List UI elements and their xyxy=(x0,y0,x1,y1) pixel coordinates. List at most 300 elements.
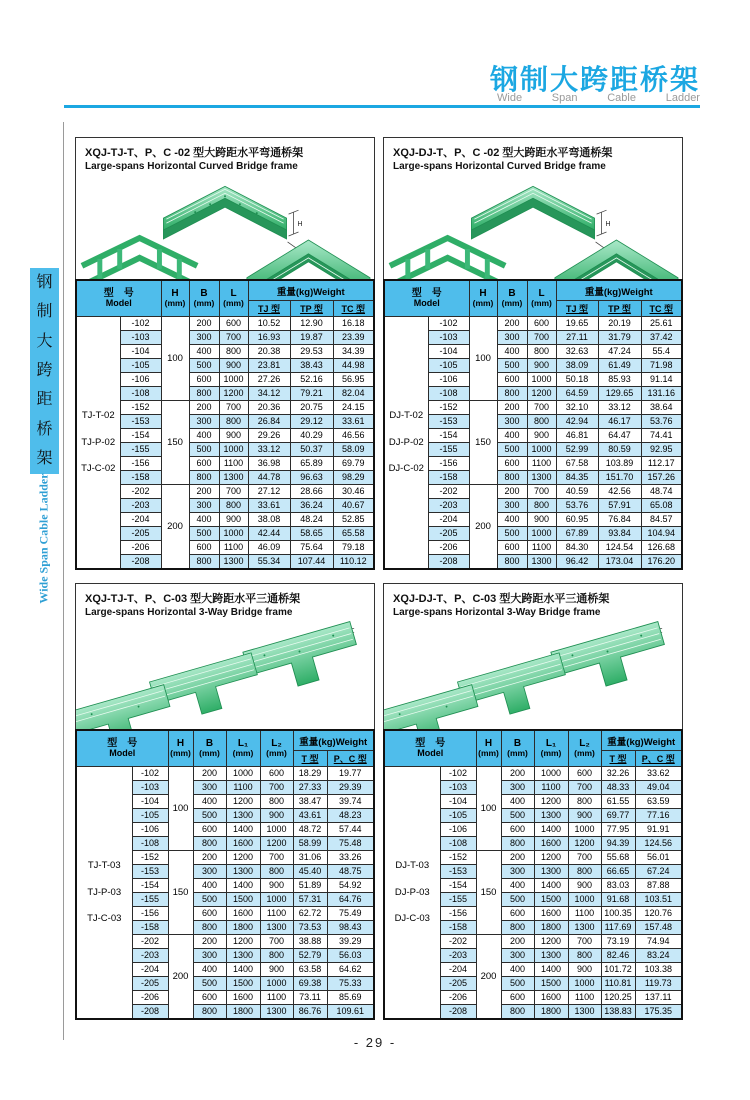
panel-title xyxy=(76,584,374,618)
model-name: DJ-P-03 xyxy=(394,886,430,898)
model-suffix-cell: -106 xyxy=(440,823,476,837)
value-cell: 107.44 xyxy=(290,555,333,570)
panel-tj-3way xyxy=(75,583,375,1020)
table-row xyxy=(384,471,682,485)
value-cell: 800 xyxy=(219,345,248,359)
subtitle-word: Cable xyxy=(607,92,636,104)
value-cell: 1000 xyxy=(568,977,601,991)
table-row xyxy=(76,457,374,471)
spec-table xyxy=(75,279,375,570)
value-cell: 23.39 xyxy=(333,331,374,345)
panel-title xyxy=(76,138,374,172)
panel-title xyxy=(384,584,682,618)
value-cell: 1000 xyxy=(260,823,293,837)
value-cell: 36.24 xyxy=(290,499,333,513)
col-header-dim: L (mm) xyxy=(219,280,248,317)
panel-title-en: Large-spans Horizontal 3-Way Bridge frame xyxy=(85,607,293,618)
table-row xyxy=(384,443,682,457)
value-cell: 175.35 xyxy=(635,1005,682,1020)
value-cell: 1200 xyxy=(219,387,248,401)
value-cell: 112.17 xyxy=(641,457,682,471)
value-cell: 900 xyxy=(527,359,556,373)
tee-piece xyxy=(150,653,264,726)
value-cell: 400 xyxy=(193,963,226,977)
value-cell: 700 xyxy=(527,401,556,415)
model-suffix-cell: -208 xyxy=(120,555,161,570)
value-cell: 103.51 xyxy=(635,893,682,907)
value-cell: 20.75 xyxy=(290,401,333,415)
value-cell: 300 xyxy=(193,781,226,795)
model-suffix-cell: -206 xyxy=(120,541,161,555)
model-suffix-cell: -108 xyxy=(120,387,161,401)
value-cell: 1200 xyxy=(226,851,260,865)
value-cell: 700 xyxy=(527,331,556,345)
model-suffix-cell: -108 xyxy=(428,387,469,401)
value-cell: 26.84 xyxy=(248,415,290,429)
value-cell: 42.56 xyxy=(598,485,641,499)
model-suffix-cell: -204 xyxy=(120,513,161,527)
sidebar-char: 大 xyxy=(36,332,53,350)
table-row xyxy=(384,373,682,387)
value-cell: 76.84 xyxy=(598,513,641,527)
col-header-weight-type: TP 型 xyxy=(598,301,641,317)
model-suffix-cell: -202 xyxy=(428,485,469,499)
value-cell: 19.87 xyxy=(290,331,333,345)
value-cell: 53.76 xyxy=(641,415,682,429)
value-cell: 85.93 xyxy=(598,373,641,387)
value-cell: 1000 xyxy=(219,527,248,541)
panel-title-en: Large-spans Horizontal Curved Bridge frame xyxy=(393,161,606,172)
value-cell: 1400 xyxy=(534,823,568,837)
model-suffix-cell: -102 xyxy=(120,317,161,331)
model-suffix-cell: -106 xyxy=(120,373,161,387)
value-cell: 64.59 xyxy=(556,387,598,401)
model-suffix-cell: -152 xyxy=(440,851,476,865)
value-cell: 1000 xyxy=(527,443,556,457)
model-name: TJ-P-03 xyxy=(87,886,122,898)
value-cell: 800 xyxy=(568,865,601,879)
sidebar-divider-line xyxy=(63,122,64,1040)
table-row xyxy=(384,527,682,541)
col-header-dim: B (mm) xyxy=(501,730,534,767)
col-header-weight-type: TC 型 xyxy=(641,301,682,317)
table-row xyxy=(384,457,682,471)
panel-title-cn: XQJ-TJ-T、P、C -02 型大跨距水平弯通桥架 xyxy=(85,147,304,159)
value-cell: 1000 xyxy=(527,527,556,541)
model-suffix-cell: -155 xyxy=(120,443,161,457)
value-cell: 1100 xyxy=(260,991,293,1005)
value-cell: 82.04 xyxy=(333,387,374,401)
value-cell: 1000 xyxy=(568,893,601,907)
value-cell: 1300 xyxy=(260,1005,293,1020)
col-header-model: 型 号 Model xyxy=(76,730,168,767)
value-cell: 48.75 xyxy=(327,865,374,879)
value-cell: 38.43 xyxy=(290,359,333,373)
value-cell: 900 xyxy=(527,429,556,443)
table-row xyxy=(76,499,374,513)
h-value-cell: 100 xyxy=(476,767,501,851)
model-suffix-cell: -153 xyxy=(440,865,476,879)
model-suffix-cell: -154 xyxy=(428,429,469,443)
value-cell: 1600 xyxy=(534,991,568,1005)
model-suffix-cell: -208 xyxy=(428,555,469,570)
col-header-model: 型 号 Model xyxy=(384,730,476,767)
value-cell: 38.47 xyxy=(293,795,327,809)
value-cell: 120.76 xyxy=(635,907,682,921)
value-cell: 500 xyxy=(189,359,219,373)
value-cell: 700 xyxy=(527,485,556,499)
value-cell: 38.88 xyxy=(293,935,327,949)
value-cell: 62.72 xyxy=(293,907,327,921)
curve-piece-top xyxy=(163,186,306,260)
value-cell: 49.04 xyxy=(635,781,682,795)
value-cell: 84.30 xyxy=(556,541,598,555)
value-cell: 19.77 xyxy=(327,767,374,781)
value-cell: 1000 xyxy=(534,767,568,781)
value-cell: 1100 xyxy=(534,781,568,795)
panel-title-cn: XQJ-TJ-T、P、C-03 型大跨距水平三通桥架 xyxy=(85,593,301,605)
value-cell: 300 xyxy=(501,949,534,963)
value-cell: 800 xyxy=(193,921,226,935)
value-cell: 64.47 xyxy=(598,429,641,443)
value-cell: 33.62 xyxy=(635,767,682,781)
h-value-cell: 150 xyxy=(161,401,189,485)
value-cell: 300 xyxy=(501,865,534,879)
value-cell: 56.95 xyxy=(333,373,374,387)
value-cell: 200 xyxy=(193,767,226,781)
model-suffix-cell: -152 xyxy=(132,851,168,865)
model-suffix-cell: -202 xyxy=(132,935,168,949)
value-cell: 1100 xyxy=(568,907,601,921)
value-cell: 600 xyxy=(219,317,248,331)
value-cell: 103.89 xyxy=(598,457,641,471)
value-cell: 82.46 xyxy=(601,949,635,963)
value-cell: 47.24 xyxy=(598,345,641,359)
model-suffix-cell: -202 xyxy=(440,935,476,949)
col-header-dim: L₁ (mm) xyxy=(534,730,568,767)
spec-table xyxy=(75,729,375,1020)
value-cell: 60.95 xyxy=(556,513,598,527)
model-suffix-cell: -152 xyxy=(428,401,469,415)
subtitle-word: Span xyxy=(551,92,578,104)
value-cell: 57.31 xyxy=(293,893,327,907)
value-cell: 1000 xyxy=(226,767,260,781)
col-header-weight: 重量(kg)Weight xyxy=(293,730,374,751)
value-cell: 400 xyxy=(497,429,527,443)
model-suffix-cell: -103 xyxy=(428,331,469,345)
model-suffix-cell: -205 xyxy=(440,977,476,991)
model-suffix-cell: -103 xyxy=(440,781,476,795)
sidebar-title-box xyxy=(30,268,59,474)
value-cell: 800 xyxy=(193,837,226,851)
value-cell: 800 xyxy=(219,415,248,429)
value-cell: 53.76 xyxy=(556,499,598,513)
value-cell: 31.79 xyxy=(598,331,641,345)
model-suffix-cell: -156 xyxy=(132,907,168,921)
value-cell: 600 xyxy=(193,991,226,1005)
value-cell: 200 xyxy=(497,485,527,499)
value-cell: 71.98 xyxy=(641,359,682,373)
value-cell: 500 xyxy=(501,809,534,823)
value-cell: 700 xyxy=(568,781,601,795)
value-cell: 1800 xyxy=(534,921,568,935)
model-names-cell xyxy=(76,767,132,1020)
col-header-weight-type: TJ 型 xyxy=(556,301,598,317)
panel-tj-curved xyxy=(75,137,375,570)
model-suffix-cell: -205 xyxy=(428,527,469,541)
value-cell: 600 xyxy=(501,823,534,837)
value-cell: 300 xyxy=(497,499,527,513)
h-value-cell: 100 xyxy=(469,317,497,401)
value-cell: 40.29 xyxy=(290,429,333,443)
value-cell: 200 xyxy=(501,851,534,865)
model-suffix-cell: -204 xyxy=(428,513,469,527)
value-cell: 900 xyxy=(568,879,601,893)
h-value-cell: 100 xyxy=(161,317,189,401)
value-cell: 58.09 xyxy=(333,443,374,457)
value-cell: 37.42 xyxy=(641,331,682,345)
value-cell: 103.38 xyxy=(635,963,682,977)
value-cell: 300 xyxy=(501,781,534,795)
panel-title-cn: XQJ-DJ-T、P、C-03 型大跨距水平三通桥架 xyxy=(393,593,610,605)
model-suffix-cell: -105 xyxy=(428,359,469,373)
sidebar-char: 桥 xyxy=(36,420,53,438)
value-cell: 65.58 xyxy=(333,527,374,541)
value-cell: 27.33 xyxy=(293,781,327,795)
value-cell: 46.09 xyxy=(248,541,290,555)
value-cell: 38.09 xyxy=(556,359,598,373)
model-suffix-cell: -203 xyxy=(120,499,161,513)
value-cell: 200 xyxy=(497,401,527,415)
col-header-dim: L (mm) xyxy=(527,280,556,317)
value-cell: 48.33 xyxy=(601,781,635,795)
value-cell: 900 xyxy=(219,513,248,527)
col-header-dim: B (mm) xyxy=(497,280,527,317)
value-cell: 300 xyxy=(189,499,219,513)
value-cell: 400 xyxy=(501,879,534,893)
value-cell: 110.12 xyxy=(333,555,374,570)
value-cell: 117.69 xyxy=(601,921,635,935)
value-cell: 400 xyxy=(193,879,226,893)
table-row xyxy=(76,527,374,541)
value-cell: 700 xyxy=(219,485,248,499)
value-cell: 800 xyxy=(260,795,293,809)
model-suffix-cell: -104 xyxy=(132,795,168,809)
header-rule xyxy=(64,105,700,108)
value-cell: 45.40 xyxy=(293,865,327,879)
value-cell: 84.35 xyxy=(556,471,598,485)
model-suffix-cell: -152 xyxy=(120,401,161,415)
h-value-cell: 150 xyxy=(469,401,497,485)
panel-title-en: Large-spans Horizontal 3-Way Bridge frame xyxy=(393,607,601,618)
value-cell: 23.81 xyxy=(248,359,290,373)
value-cell: 18.29 xyxy=(293,767,327,781)
value-cell: 1500 xyxy=(226,977,260,991)
value-cell: 1400 xyxy=(226,879,260,893)
model-names-cell xyxy=(76,317,120,570)
value-cell: 66.65 xyxy=(601,865,635,879)
value-cell: 1300 xyxy=(568,1005,601,1020)
table-row xyxy=(76,443,374,457)
tee-piece xyxy=(458,653,572,726)
value-cell: 64.76 xyxy=(327,893,374,907)
value-cell: 91.68 xyxy=(601,893,635,907)
value-cell: 51.89 xyxy=(293,879,327,893)
subtitle-word: Ladder xyxy=(665,92,700,104)
value-cell: 93.84 xyxy=(598,527,641,541)
value-cell: 600 xyxy=(501,991,534,1005)
value-cell: 1400 xyxy=(534,879,568,893)
value-cell: 29.53 xyxy=(290,345,333,359)
value-cell: 75.49 xyxy=(327,907,374,921)
table-row xyxy=(384,359,682,373)
value-cell: 31.06 xyxy=(293,851,327,865)
value-cell: 200 xyxy=(189,401,219,415)
value-cell: 1200 xyxy=(568,837,601,851)
value-cell: 800 xyxy=(260,865,293,879)
model-suffix-cell: -153 xyxy=(132,865,168,879)
panel-title-cn: XQJ-DJ-T、P、C -02 型大跨距水平弯通桥架 xyxy=(393,147,613,159)
value-cell: 157.26 xyxy=(641,471,682,485)
value-cell: 900 xyxy=(568,809,601,823)
value-cell: 20.36 xyxy=(248,401,290,415)
value-cell: 94.39 xyxy=(601,837,635,851)
value-cell: 800 xyxy=(527,499,556,513)
spec-table-host xyxy=(383,279,683,570)
h-value-cell: 200 xyxy=(469,485,497,570)
value-cell: 57.44 xyxy=(327,823,374,837)
col-header-weight-type: T 型 xyxy=(293,751,327,767)
value-cell: 64.62 xyxy=(327,963,374,977)
h-value-cell: 150 xyxy=(476,851,501,935)
value-cell: 800 xyxy=(219,499,248,513)
table-row xyxy=(384,331,682,345)
value-cell: 34.12 xyxy=(248,387,290,401)
spec-table-host xyxy=(383,729,683,1020)
model-suffix-cell: -158 xyxy=(120,471,161,485)
table-row xyxy=(76,767,374,781)
spec-table-host xyxy=(75,279,375,570)
value-cell: 46.17 xyxy=(598,415,641,429)
model-suffix-cell: -106 xyxy=(132,823,168,837)
model-suffix-cell: -156 xyxy=(120,457,161,471)
table-row xyxy=(384,387,682,401)
value-cell: 800 xyxy=(501,1005,534,1020)
value-cell: 67.24 xyxy=(635,865,682,879)
value-cell: 300 xyxy=(189,331,219,345)
panel-title-en: Large-spans Horizontal Curved Bridge frame xyxy=(85,161,298,172)
h-value-cell: 150 xyxy=(168,851,193,935)
table-row xyxy=(384,555,682,570)
value-cell: 40.67 xyxy=(333,499,374,513)
value-cell: 24.15 xyxy=(333,401,374,415)
value-cell: 33.12 xyxy=(248,443,290,457)
table-row xyxy=(384,499,682,513)
table-row xyxy=(76,401,374,415)
value-cell: 600 xyxy=(497,457,527,471)
value-cell: 1100 xyxy=(260,907,293,921)
model-suffix-cell: -206 xyxy=(428,541,469,555)
model-name: DJ-C-03 xyxy=(394,913,430,925)
value-cell: 54.92 xyxy=(327,879,374,893)
model-suffix-cell: -205 xyxy=(120,527,161,541)
table-row xyxy=(384,415,682,429)
model-suffix-cell: -206 xyxy=(132,991,168,1005)
table-row xyxy=(384,541,682,555)
value-cell: 800 xyxy=(189,387,219,401)
value-cell: 800 xyxy=(189,555,219,570)
model-suffix-cell: -108 xyxy=(132,837,168,851)
panel-title xyxy=(384,138,682,172)
sidebar-char: 钢 xyxy=(36,273,53,291)
value-cell: 200 xyxy=(193,935,226,949)
value-cell: 500 xyxy=(193,977,226,991)
value-cell: 500 xyxy=(501,977,534,991)
value-cell: 1400 xyxy=(226,963,260,977)
value-cell: 1300 xyxy=(226,949,260,963)
value-cell: 1300 xyxy=(219,555,248,570)
value-cell: 157.48 xyxy=(635,921,682,935)
col-header-model: 型 号 Model xyxy=(76,280,161,317)
col-header-model: 型 号 Model xyxy=(384,280,469,317)
value-cell: 57.91 xyxy=(598,499,641,513)
value-cell: 34.39 xyxy=(333,345,374,359)
model-name: DJ-P-02 xyxy=(388,436,424,448)
value-cell: 33.12 xyxy=(598,401,641,415)
value-cell: 96.42 xyxy=(556,555,598,570)
model-suffix-cell: -154 xyxy=(120,429,161,443)
value-cell: 19.65 xyxy=(556,317,598,331)
col-header-weight-type: TC 型 xyxy=(333,301,374,317)
dim-h-label: H xyxy=(605,221,611,229)
value-cell: 800 xyxy=(501,837,534,851)
col-header-dim: H (mm) xyxy=(476,730,501,767)
value-cell: 16.93 xyxy=(248,331,290,345)
value-cell: 1500 xyxy=(226,893,260,907)
value-cell: 48.24 xyxy=(290,513,333,527)
value-cell: 80.59 xyxy=(598,443,641,457)
value-cell: 1800 xyxy=(534,1005,568,1020)
value-cell: 27.26 xyxy=(248,373,290,387)
value-cell: 600 xyxy=(260,767,293,781)
value-cell: 119.73 xyxy=(635,977,682,991)
value-cell: 67.58 xyxy=(556,457,598,471)
col-header-weight: 重量(kg)Weight xyxy=(601,730,682,751)
value-cell: 151.70 xyxy=(598,471,641,485)
value-cell: 500 xyxy=(497,527,527,541)
value-cell: 126.68 xyxy=(641,541,682,555)
value-cell: 83.03 xyxy=(601,879,635,893)
value-cell: 92.95 xyxy=(641,443,682,457)
value-cell: 46.56 xyxy=(333,429,374,443)
value-cell: 109.61 xyxy=(327,1005,374,1020)
value-cell: 10.52 xyxy=(248,317,290,331)
value-cell: 63.58 xyxy=(293,963,327,977)
value-cell: 1300 xyxy=(226,865,260,879)
value-cell: 69.79 xyxy=(333,457,374,471)
value-cell: 61.49 xyxy=(598,359,641,373)
value-cell: 800 xyxy=(189,471,219,485)
value-cell: 138.83 xyxy=(601,1005,635,1020)
value-cell: 176.20 xyxy=(641,555,682,570)
value-cell: 1300 xyxy=(527,471,556,485)
page-subtitle xyxy=(497,92,700,104)
col-header-dim: L₂ (mm) xyxy=(260,730,293,767)
value-cell: 1100 xyxy=(527,541,556,555)
h-value-cell: 200 xyxy=(476,935,501,1020)
value-cell: 500 xyxy=(501,893,534,907)
value-cell: 38.64 xyxy=(641,401,682,415)
